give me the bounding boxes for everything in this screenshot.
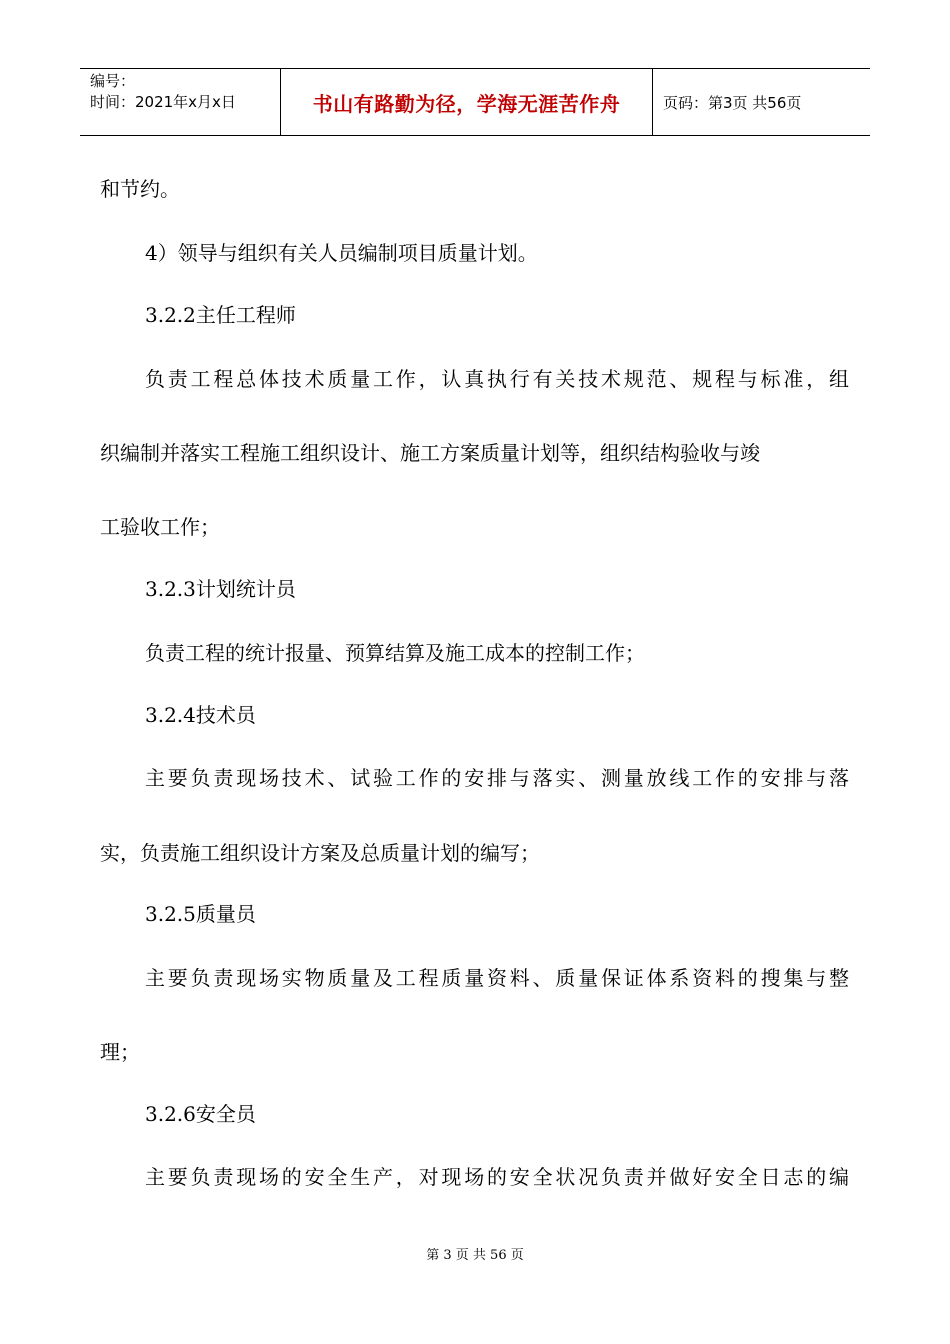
doc-time-label: 时间：2021年x月x日 <box>90 93 236 111</box>
header-meta-cell <box>80 69 281 135</box>
header-page-label: 页码：第3页 共56页 <box>663 93 802 112</box>
body-line: 主要负责现场技术、试验工作的安排与落实、测量放线工作的安排与落 <box>145 766 849 790</box>
body-line: 主要负责现场的安全生产，对现场的安全状况负责并做好安全日志的编 <box>145 1165 849 1189</box>
body-line: 负责工程总体技术质量工作，认真执行有关技术规范、规程与标准，组 <box>145 367 849 391</box>
body-line: 负责工程的统计报量、预算结算及施工成本的控制工作； <box>145 641 645 665</box>
section-heading: 3.2.2主任工程师 <box>145 303 296 327</box>
body-line: 织编制并落实工程施工组织设计、施工方案质量计划等，组织结构验收与竣 <box>100 441 760 465</box>
body-line: 理； <box>100 1040 140 1064</box>
header-page-cell <box>653 69 870 135</box>
section-heading: 3.2.6安全员 <box>145 1102 256 1126</box>
header-motto: 书山有路勤为径，学海无涯苦作舟 <box>312 91 621 116</box>
section-heading: 3.2.5质量员 <box>145 902 256 926</box>
page-footer <box>0 1244 950 1263</box>
footer-page-number: 第 3 页 共 56 页 <box>426 1248 524 1263</box>
header-motto-cell <box>281 69 653 135</box>
body-line: 工验收工作； <box>100 515 220 539</box>
section-heading: 3.2.3计划统计员 <box>145 577 296 601</box>
section-heading: 3.2.4技术员 <box>145 703 256 727</box>
page-header <box>80 68 870 136</box>
body-line: 和节约。 <box>100 177 180 201</box>
body-line: 实，负责施工组织设计方案及总质量计划的编写； <box>100 841 540 865</box>
body-line: 4）领导与组织有关人员编制项目质量计划。 <box>145 241 538 265</box>
body-line: 主要负责现场实物质量及工程质量资料、质量保证体系资料的搜集与整 <box>145 966 849 990</box>
doc-number-label: 编号： <box>90 72 136 90</box>
